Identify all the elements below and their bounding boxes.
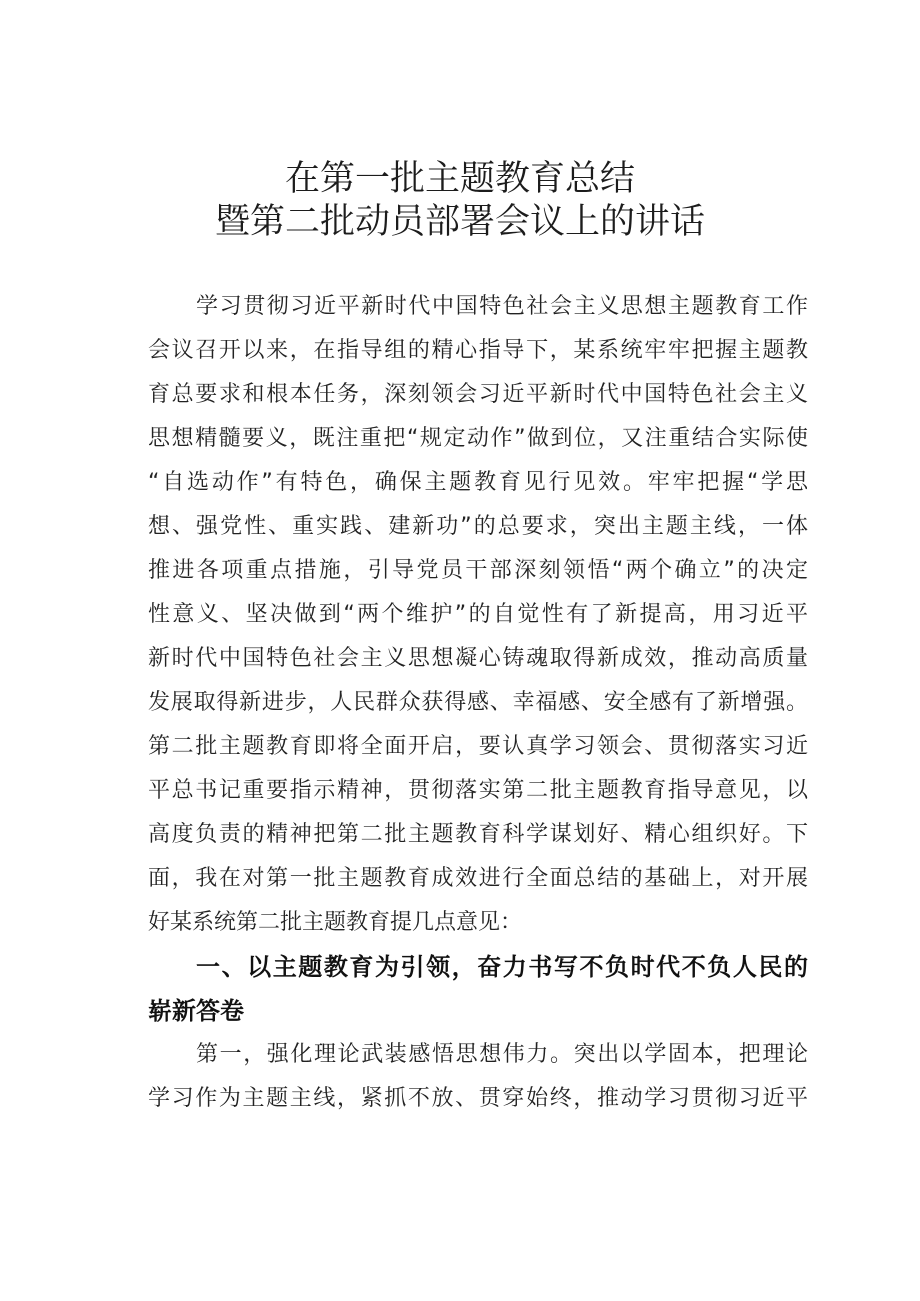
paragraph-line: 推进各项重点措施，引导党员干部深刻领悟“两个确立”的决定 [148,558,808,583]
document-title-line-2: 暨第二批动员部署会议上的讲话 [214,202,705,242]
section-heading-line-2: 崭新答卷 [148,997,244,1025]
paragraph-line: 思想精髓要义，既注重把“规定动作”做到位，又注重结合实际使 [148,426,808,451]
paragraph-line: 高度负责的精神把第二批主题教育科学谋划好、精心组织好。下 [148,822,808,847]
paragraph-line: 性意义、坚决做到“两个维护”的自觉性有了新提高，用习近平 [148,602,808,627]
document-title-line-1: 在第一批主题教育总结 [284,159,635,199]
paragraph-line: 发展取得新进步，人民群众获得感、幸福感、安全感有了新增强。 [148,690,808,715]
paragraph-line: 平总书记重要指示精神，贯彻落实第二批主题教育指导意见，以 [148,778,808,803]
paragraph-line: 会议召开以来，在指导组的精心指导下，某系统牢牢把握主题教 [148,338,808,363]
paragraph-line: 第二批主题教育即将全面开启，要认真学习领会、贯彻落实习近 [148,734,808,759]
paragraph-line: 好某系统第二批主题教育提几点意见： [148,910,523,935]
paragraph-line: 学习贯彻习近平新时代中国特色社会主义思想主题教育工作 [196,294,808,319]
section-heading-line-1: 一、以主题教育为引领，奋力书写不负时代不负人民的 [196,953,808,981]
paragraph-line: 新时代中国特色社会主义思想凝心铸魂取得新成效，推动高质量 [148,646,808,671]
paragraph-line: 第一，强化理论武装感悟思想伟力。突出以学固本，把理论 [196,1042,808,1067]
paragraph-line: 想、强党性、重实践、建新功”的总要求，突出主题主线，一体 [148,514,808,539]
paragraph-line: 学习作为主题主线，紧抓不放、贯穿始终，推动学习贯彻习近平 [148,1086,808,1111]
paragraph-line: 面，我在对第一批主题教育成效进行全面总结的基础上，对开展 [148,866,808,891]
paragraph-line: “自选动作”有特色，确保主题教育见行见效。牢牢把握“学思 [148,470,808,495]
paragraph-line: 育总要求和根本任务，深刻领会习近平新时代中国特色社会主义 [148,382,808,407]
